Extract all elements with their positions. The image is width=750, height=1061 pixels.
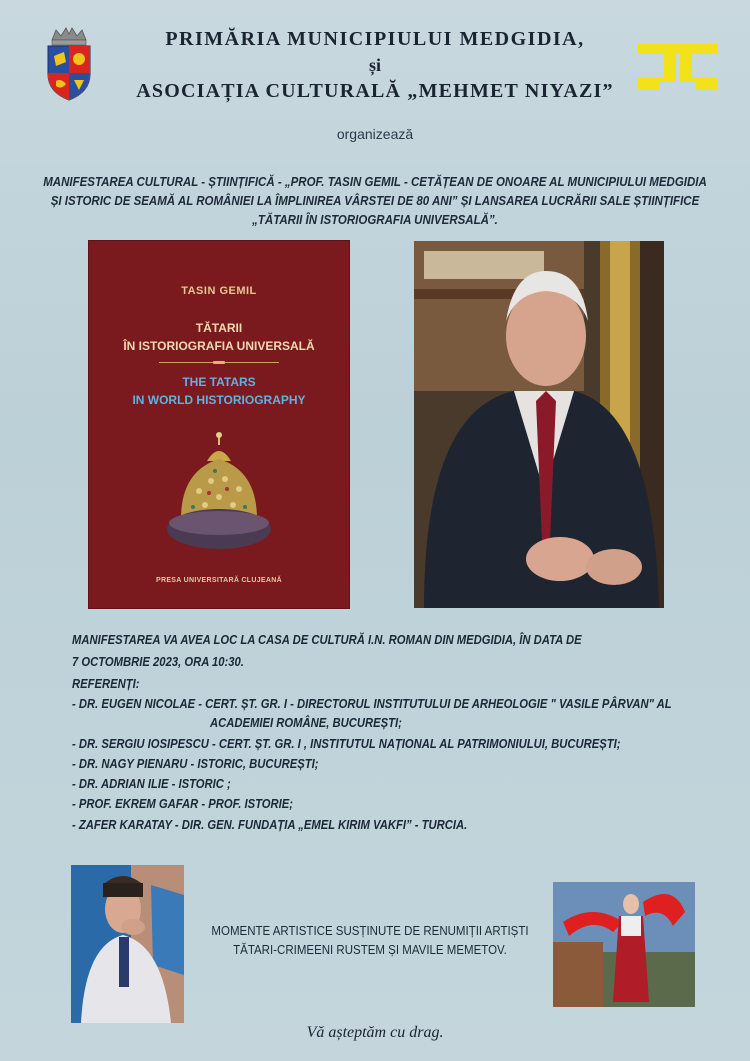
speaker-line: - DR. ADRIAN ILIE - ISTORIC ; xyxy=(72,777,231,791)
speaker-line: - DR. EUGEN NICOLAE - CERT. ȘT. GR. I - DIRECTORUL INSTITUTULUI DE ARHEOLOGIE " VASILE PÂRVAN" AL xyxy=(72,697,672,711)
book-title-en-line-2: IN WORLD HISTORIOGRAPHY xyxy=(132,393,306,407)
artists-line-2: TĂTARI-CRIMEENI RUSTEM ȘI MAVILE MEMETOV. xyxy=(233,943,507,957)
organize-text: organizează xyxy=(336,126,414,142)
speaker-line: - ZAFER KARATAY - DIR. GEN. FUNDAȚIA „EMEL KIRIM VAKFI” - TURCIA. xyxy=(72,818,468,832)
singer-photo xyxy=(71,865,184,1023)
venue-line-2: 7 OCTOMBRIE 2023, ORA 10:30. xyxy=(72,655,244,669)
speaker-line: - PROF. EKREM GAFAR - PROF. ISTORIE; xyxy=(72,797,294,811)
event-title-line-1: MANIFESTAREA CULTURAL - ȘTIINȚIFICĂ - „PROF. TASIN GEMIL - CETĂȚEAN DE ONOARE AL MUNICIPIULUI MEDGIDIA xyxy=(43,175,707,189)
closing-text: Vă așteptăm cu drag. xyxy=(306,1024,444,1041)
book-title-english xyxy=(89,373,349,409)
speakers-label: REFERENȚI: xyxy=(72,677,140,691)
venue-line-1: MANIFESTAREA VA AVEA LOC LA CASA DE CULTURĂ I.N. ROMAN DIN MEDGIDIA, ÎN DATA DE xyxy=(72,633,582,647)
dancer-photo xyxy=(553,882,695,1007)
book-divider-ornament xyxy=(213,361,225,364)
book-title-ro-line-1: TĂTARII xyxy=(195,321,243,335)
header-line-3: ASOCIAȚIA CULTURALĂ „MEHMET NIYAZI” xyxy=(136,80,614,102)
artists-line-1: MOMENTE ARTISTICE SUSȚINUTE DE RENUMIȚII ARTIȘTI xyxy=(211,924,529,938)
event-title-line-2: ȘI ISTORIC DE SEAMĂ AL ROMÂNIEI LA ÎMPLINIREA VÂRSTEI DE 80 ANI” ȘI LANSAREA LUCRĂRII SALE ȘTIINȚIFICE xyxy=(50,194,700,208)
speaker-line: ACADEMIEI ROMÂNE, BUCUREȘTI; xyxy=(210,716,402,730)
speaker-line: - DR. NAGY PIENARU - ISTORIC, BUCUREȘTI; xyxy=(72,757,319,771)
book-title-romanian xyxy=(89,319,349,355)
book-title-en-line-1: THE TATARS xyxy=(182,375,256,389)
event-title-line-3: „TĂTARII ÎN ISTORIOGRAFIA UNIVERSALĂ”. xyxy=(252,213,498,227)
book-publisher: PRESA UNIVERSITARĂ CLUJEANĂ xyxy=(156,577,282,584)
portrait-photo xyxy=(414,241,664,608)
crown-illustration xyxy=(159,431,279,557)
header-line-2: și xyxy=(368,55,381,75)
book-author: TASIN GEMIL xyxy=(181,285,257,297)
header-line-1: PRIMĂRIA MUNICIPIULUI MEDGIDIA, xyxy=(165,28,585,50)
speaker-line: - DR. SERGIU IOSIPESCU - CERT. ȘT. GR. I , INSTITUTUL NAȚIONAL AL PATRIMONIULUI, BUCUREȘTI; xyxy=(72,737,621,751)
book-cover xyxy=(89,241,349,608)
book-title-ro-line-2: ÎN ISTORIOGRAFIA UNIVERSALĂ xyxy=(123,339,315,353)
